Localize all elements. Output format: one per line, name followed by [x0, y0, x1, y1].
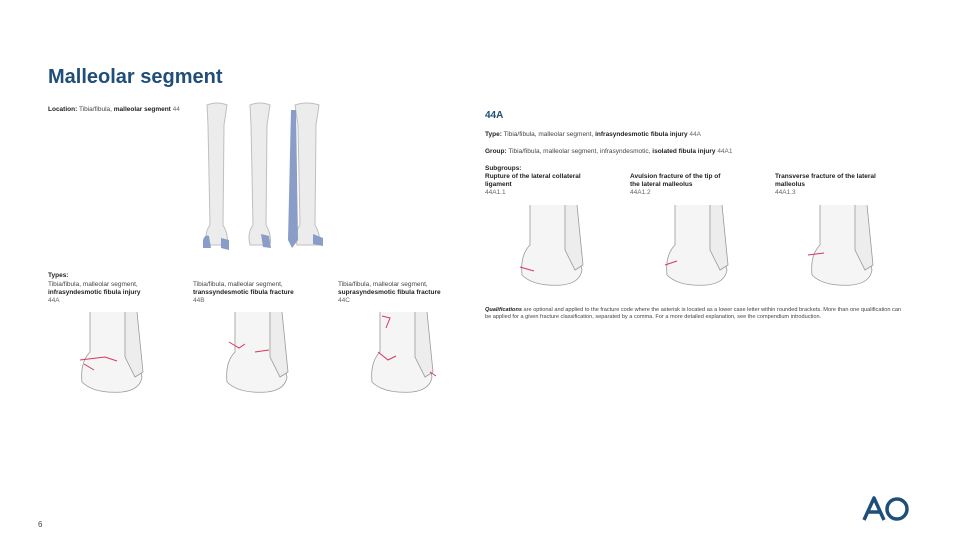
ankle-diagram-44a	[70, 312, 160, 397]
type-44b-code: 44B	[193, 297, 205, 304]
ankle-diagram-44a1-1	[510, 205, 600, 295]
subgroup-3-code: 44A1.3	[775, 189, 796, 196]
subgroup-3-line2: malleolus	[775, 181, 805, 188]
type-44a-bold: infrasyndesmotic fibula injury	[48, 289, 141, 296]
location-bold: malleolar segment	[113, 106, 171, 113]
type-44a	[48, 281, 188, 305]
type-44a-line1: Tibia/fibula, malleolar segment,	[48, 281, 138, 288]
type-44c-line1: Tibia/fibula, malleolar segment,	[338, 281, 428, 288]
subgroup-2-line1: Avulsion fracture of the tip of	[630, 173, 721, 180]
subgroups-heading	[485, 165, 521, 173]
subgroup-1	[485, 173, 625, 197]
subgroup-3	[775, 173, 915, 197]
type-44b-bold: transsyndesmotic fibula fracture	[193, 289, 294, 296]
ao-logo-icon	[862, 496, 910, 522]
types-heading	[48, 272, 68, 280]
detail-heading: 44A	[485, 110, 504, 121]
ankle-diagram-44b	[215, 312, 305, 397]
qualifications-text: are optional and applied to the fracture code where the asterisk is located as a lower case letter within rounded brackets. More than one qualification can be applied for a given fracture classification, separated by a comma. For a more detailed explanation, see the compendium introduction.	[485, 307, 902, 320]
ao-logo	[862, 496, 910, 527]
detail-type-code: 44A	[689, 131, 701, 138]
location-code: 44	[172, 106, 180, 113]
type-44b	[193, 281, 333, 305]
ankle-diagram-44c	[360, 312, 450, 397]
subgroup-3-line1: Transverse fracture of the lateral	[775, 173, 876, 180]
qualifications-paragraph	[485, 307, 907, 321]
location-text: Tibia/fibula,	[78, 106, 114, 113]
page-title: Malleolar segment	[48, 66, 223, 88]
bone-2-illustration	[249, 103, 271, 248]
type-44b-line1: Tibia/fibula, malleolar segment,	[193, 281, 283, 288]
detail-group-text: Tibia/fibula, malleolar segment, infrasyndesmotic,	[508, 148, 653, 155]
detail-type-line	[485, 131, 905, 139]
detail-type-label: Type:	[485, 131, 502, 138]
subgroups-label: Subgroups:	[485, 165, 522, 172]
subgroup-1-line1: Rupture of the lateral collateral	[485, 173, 581, 180]
subgroup-2	[630, 173, 770, 197]
bone-3-illustration	[288, 103, 323, 248]
detail-group-bold: isolated fibula injury	[652, 148, 716, 155]
detail-group-line	[485, 148, 905, 156]
ankle-diagram-44a1-2	[655, 205, 745, 295]
qualifications-bold: Qualifications	[485, 307, 522, 313]
detail-group-label: Group:	[485, 148, 507, 155]
bone-illustrations	[195, 100, 335, 260]
bone-1-illustration	[203, 103, 229, 250]
subgroup-2-code: 44A1.2	[630, 189, 651, 196]
type-44c-bold: suprasyndesmotic fibula fracture	[338, 289, 441, 296]
subgroup-1-line2: ligament	[485, 181, 512, 188]
detail-type-bold: infrasyndesmotic fibula injury	[595, 131, 688, 138]
detail-type-text: Tibia/fibula, malleolar segment,	[503, 131, 596, 138]
type-44c	[338, 281, 478, 305]
location-line	[48, 106, 180, 114]
page-number: 6	[38, 520, 43, 529]
type-44c-code: 44C	[338, 297, 350, 304]
ankle-diagram-44a1-3	[800, 205, 890, 295]
subgroup-1-code: 44A1.1	[485, 189, 506, 196]
detail-group-code: 44A1	[717, 148, 733, 155]
type-44a-code: 44A	[48, 297, 60, 304]
types-heading-label: Types:	[48, 272, 69, 279]
location-label: Location:	[48, 106, 78, 113]
subgroup-2-line2: the lateral malleolus	[630, 181, 693, 188]
